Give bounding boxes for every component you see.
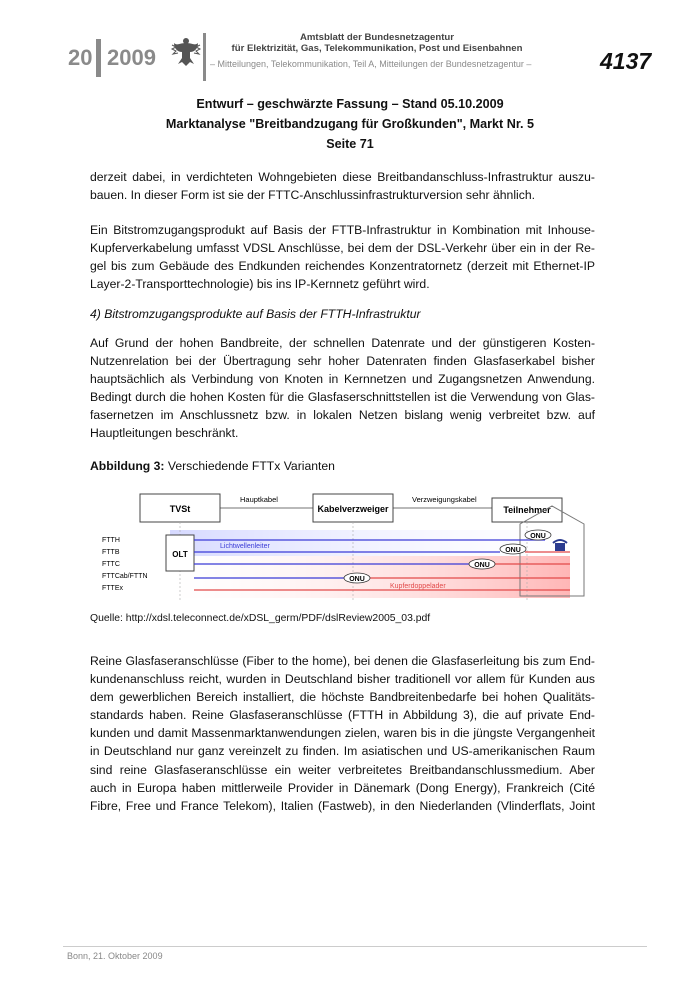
paragraph-line: standards haben. Reine Glasfaseranschlüsse (FTTH in Abbildung 3), die auf private End- [90, 708, 595, 723]
paragraph-4 [90, 652, 595, 815]
page-number: 4137 [600, 48, 652, 74]
paragraph-line: Nutzenrelation bei der Übertragung sehr hoher Datenraten finden Glasfaserkabel bisher [90, 354, 595, 369]
row-label-fttb: FTTB [102, 549, 120, 556]
onu-fttb [500, 544, 526, 554]
paragraph-line: Fibre, Free und France Telekom), Italien (Fastweb), in den Niederlanden (Vlinderflats, Joint [90, 798, 595, 813]
paragraph-line: Reine Glasfaseranschlüsse (Fiber to the home), bei denen die Glasfaserleitung bis zum End- [90, 654, 595, 668]
box-kvz-label: Kabelverzweiger [317, 504, 389, 514]
hauptkabel-label: Hauptkabel [240, 495, 278, 504]
issue-number: 20 [68, 45, 93, 70]
onu-label: ONU [505, 547, 521, 554]
lwl-label: Lichtwellenleiter [220, 543, 270, 550]
footer-rule [63, 946, 647, 947]
row-label-ftth: FTTH [102, 537, 120, 544]
paragraph-line: Bedingt durch die hohen Kosten für die Glasfaserschnittstellen ist die Verwendung von Glas- [90, 390, 595, 405]
onu-fttcab [344, 573, 370, 583]
federal-eagle-icon [168, 33, 204, 69]
publisher-line-2: für Elektrizität, Gas, Telekommunikation, Post und Eisenbahnen [231, 43, 523, 54]
publisher-block [212, 32, 542, 54]
row-label-fttc: FTTC [102, 561, 120, 568]
document-titles [0, 94, 700, 154]
onu-label: ONU [474, 562, 490, 569]
title-line-3: Seite 71 [326, 137, 374, 151]
header-divider-2 [203, 33, 206, 81]
figure-caption-text: Verschiedende FTTx Varianten [167, 459, 335, 473]
title-line-1: Entwurf – geschwärzte Fassung – Stand 05.10.2009 [196, 97, 504, 111]
paragraph-1 [90, 168, 595, 204]
paragraph-line: Hauptleitungen beschränkt. [90, 426, 239, 441]
paragraph-3 [90, 334, 595, 443]
publisher-line-1: Amtsblatt der Bundesnetzagentur [299, 32, 455, 43]
figure-source: Quelle: http://xdsl.teleconnect.de/xDSL_germ/PDF/dslReview2005_03.pdf [90, 613, 431, 624]
box-teilnehmer-label: Teilnehmer [503, 505, 551, 515]
box-tvst-label: TVSt [169, 504, 191, 514]
onu-ftth [525, 530, 551, 540]
section-heading: 4) Bitstromzugangsprodukte auf Basis der FTTH-Infrastruktur [90, 307, 421, 321]
figure-caption-label: Abbildung 3: [90, 459, 165, 473]
olt-label: OLT [172, 550, 188, 559]
paragraph-line: gel bis zum Gebäude des Endkunden reichendes Konzentratornetz (derzeit mit Ethernet-IP [90, 259, 595, 274]
kupfer-label: Kupferdoppelader [390, 583, 446, 590]
paragraph-line: hauptsächlich als Verbindung von Knoten in Kernnetzen und Zugangsnetzen Anwendung. [90, 372, 595, 387]
onu-fttc [469, 559, 495, 569]
paragraph-2 [90, 221, 595, 293]
paragraph-line: fasernetzen im Anschlussnetz bzw. in lokalen Netzen bislang wenig verbreitet bzw. auf [90, 408, 595, 423]
paragraph-line: kundenanschluss reicht, wurden in Deutschland bisher traditionell vor allem für Kunden aus [90, 672, 595, 687]
onu-label: ONU [349, 576, 365, 583]
paragraph-line: dem gewerblichen Bereich installiert, die höchste Bandbreitenbedarfe bei hohen Qualitäts- [90, 690, 595, 705]
paragraph-line: auch in Europa haben mittlerweile Provider in Dänemark (Dong Energy), Frankreich (Cité [90, 780, 595, 795]
fttx-variants-diagram [100, 488, 590, 608]
paragraph-line: kunden und damit Massenmarktanwendungen zielen, waren bis in die jüngste Vergangenheit [90, 726, 595, 741]
paragraph-line: sind reine Glasfaseranschlüsse ein weiter verbreitetes Breitbandanschlussmedium. Aber [90, 762, 595, 777]
paragraph-line: bauen. In dieser Form ist sie der FTTC-Anschlussinfrastrukturversion sehr ähnlich. [90, 188, 536, 203]
paragraph-line: in Deutschland nur ganz vereinzelt zu finden. Im asiatischen und US-amerikanischen Raum [90, 744, 595, 759]
footer-date: Bonn, 21. Oktober 2009 [67, 951, 163, 961]
paragraph-line: Ein Bitstromzugangsprodukt auf Basis der FTTB-Infrastruktur in Kombination mit Inhouse- [90, 223, 595, 237]
verzweigungskabel-label: Verzweigungskabel [412, 495, 477, 504]
paragraph-line: Kupferverkabelung umfasst VDSL Anschlüsse, bei dem der DSL-Verkehr über ein in der Re- [90, 241, 595, 256]
issue-year: 2009 [107, 45, 156, 70]
header-divider [96, 39, 101, 77]
row-label-fttcab: FTTCab/FTTN [102, 573, 148, 580]
title-line-2: Marktanalyse "Breitbandzugang für Großkunden", Markt Nr. 5 [165, 117, 535, 131]
paragraph-line: Auf Grund der hohen Bandbreite, der schnellen Datenrate und der günstigeren Kosten- [90, 336, 595, 350]
paragraph-line: derzeit dabei, in verdichteten Wohngebieten diese Breitbandanschluss-Infrastruktur auszu- [90, 170, 595, 184]
onu-label: ONU [530, 533, 546, 540]
publisher-subline: – Mitteilungen, Telekommunikation, Teil A, Mitteilungen der Bundesnetzagentur – [210, 59, 532, 69]
figure-caption [90, 459, 335, 473]
paragraph-line: Layer-2-Transporttechnologie) bis ins IP-Kernnetz geführt wird. [90, 277, 430, 292]
row-label-fttex: FTTEx [102, 585, 123, 592]
